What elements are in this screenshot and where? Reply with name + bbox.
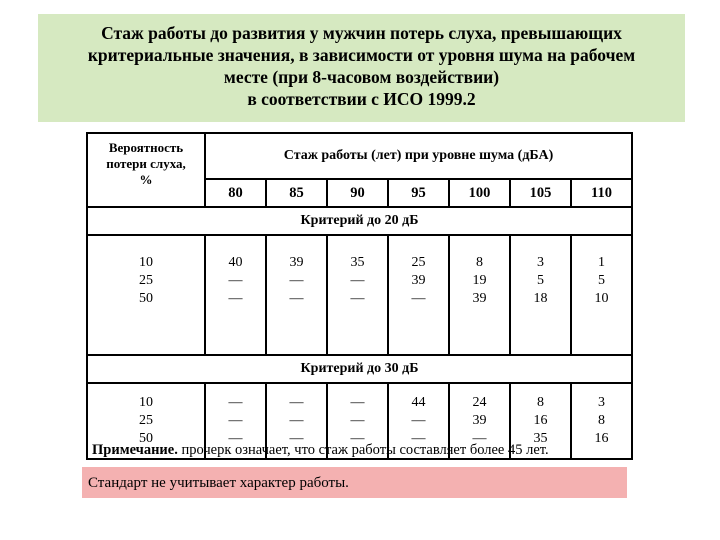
noise-level-header: 90 (327, 179, 388, 207)
title-line-3: месте (при 8-часовом воздействии) (223, 67, 500, 87)
value-cell: 8 16 35 (510, 383, 571, 459)
value-cell: 24 39 — (449, 383, 510, 459)
slide-title (38, 14, 685, 122)
noise-level-header: 95 (388, 179, 449, 207)
note-text: прочерк означает, что стаж работы составляет более 45 лет. (177, 442, 549, 458)
value-cell: 39 — — (266, 235, 327, 355)
value-cell: — — — (205, 383, 266, 459)
seniority-table (86, 132, 633, 460)
note-label: Примечание. (92, 442, 178, 458)
title-line-4: в соответствии с ИСО 1999.2 (247, 89, 476, 109)
footer-callout: Стандарт не учитывает характер работы. (82, 467, 627, 498)
noise-level-header: 80 (205, 179, 266, 207)
probability-header: Вероятность потери слуха, % (87, 133, 205, 207)
value-cell: 3 8 16 (571, 383, 632, 459)
value-cell: 1 5 10 (571, 235, 632, 355)
noise-level-header: 85 (266, 179, 327, 207)
value-cell: 44 — — (388, 383, 449, 459)
value-cell: — — — (266, 383, 327, 459)
value-cell: 25 39 — (388, 235, 449, 355)
value-cell: — — — (327, 383, 388, 459)
criterion-row: Критерий до 30 дБ (87, 355, 632, 383)
value-cell: 3 5 18 (510, 235, 571, 355)
probability-cell: 10 25 50 (87, 383, 205, 459)
title-line-1: Стаж работы до развития у мужчин потерь слуха, превышающих (101, 23, 622, 43)
noise-level-header: 105 (510, 179, 571, 207)
seniority-header: Стаж работы (лет) при уровне шума (дБА) (205, 133, 632, 179)
noise-level-header: 100 (449, 179, 510, 207)
table-row (87, 235, 632, 355)
noise-level-header: 110 (571, 179, 632, 207)
table-note (92, 442, 549, 459)
value-cell: 35 — — (327, 235, 388, 355)
probability-cell: 10 25 50 (87, 235, 205, 355)
value-cell: 8 19 39 (449, 235, 510, 355)
title-line-2: критериальные значения, в зависимости от уровня шума на рабочем (87, 45, 636, 65)
criterion-row: Критерий до 20 дБ (87, 207, 632, 235)
value-cell: 40 — — (205, 235, 266, 355)
